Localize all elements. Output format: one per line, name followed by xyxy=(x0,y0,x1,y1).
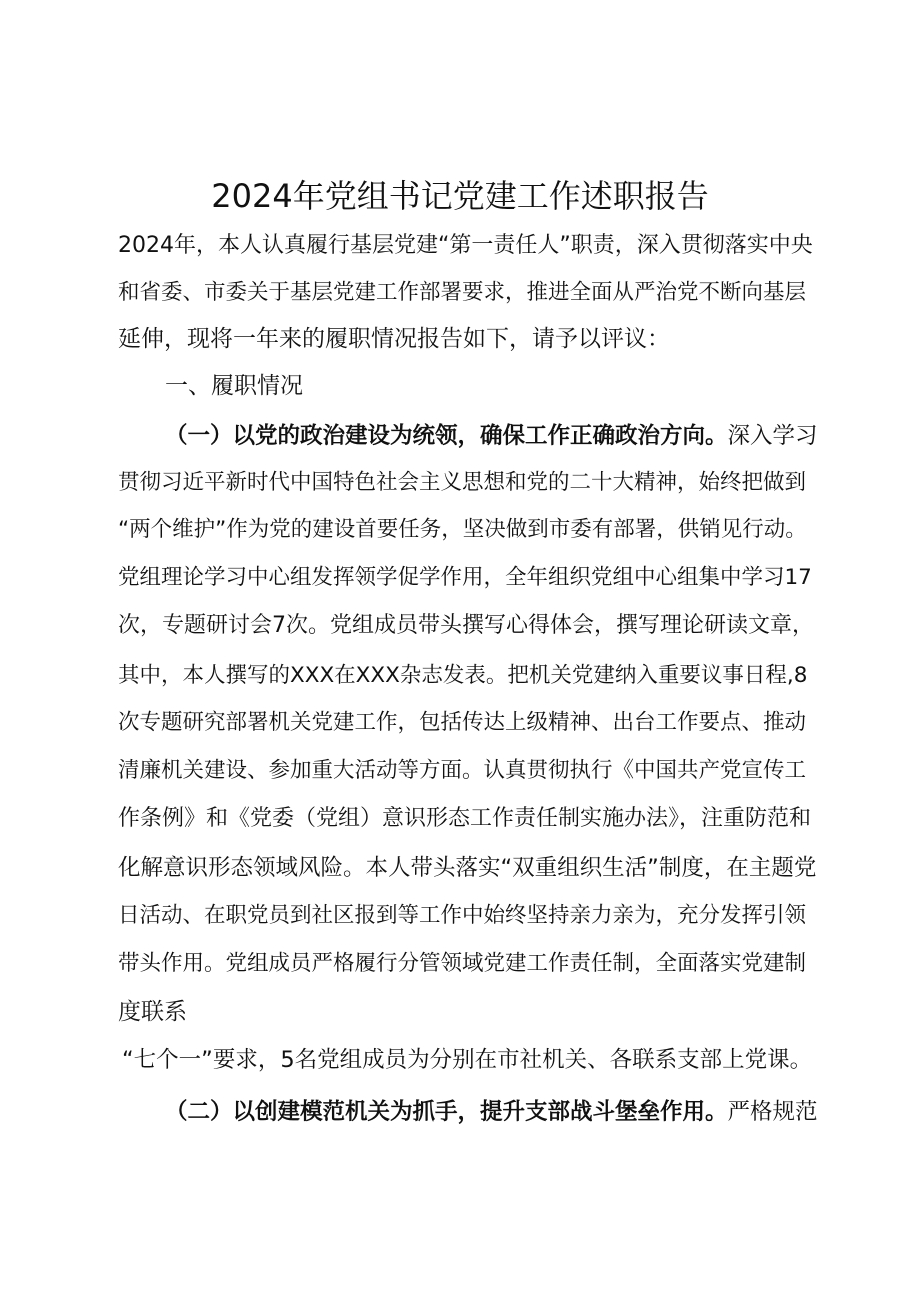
body-line: 延伸，现将一年来的履职情况报告如下，请予以评议： xyxy=(118,326,670,352)
body-line: 作条例》和《党委（党组）意识形态工作责任制实施办法》，注重防范和 xyxy=(118,806,812,831)
body-line: 清廉机关建设、参加重大活动等方面。认真贯彻执行《中国共产党宣传工 xyxy=(118,758,807,783)
body-line: 其中，本人撰写的XXX在XXX杂志发表。把机关党建纳入重要议事日程,8 xyxy=(118,663,808,688)
document-title: 2024年党组书记党建工作述职报告 xyxy=(211,177,709,215)
body-line: 度联系 xyxy=(118,999,187,1025)
paragraph-1-lead-text: 深入学习 xyxy=(727,423,818,449)
body-line: 和省委、市委关于基层党建工作部署要求，推进全面从严治党不断向基层 xyxy=(118,280,807,305)
body-line: 带头作用。党组成员严格履行分管领域党建工作责任制，全面落实党建制 xyxy=(118,951,807,976)
body-line: “两个维护”作为党的建设首要任务，坚决做到市委有部署，供销见行动。 xyxy=(118,517,807,542)
body-line: 次，专题研讨会7次。党组成员带头撰写心得体会，撰写理论研读文章， xyxy=(118,613,814,638)
paragraph-2-lead-text: 严格规范 xyxy=(727,1099,818,1125)
paragraph-1-heading: （一）以党的政治建设为统领，确保工作正确政治方向。 xyxy=(165,423,728,449)
section-heading: 一、履职情况 xyxy=(165,373,303,399)
body-line: 贯彻习近平新时代中国特色社会主义思想和党的二十大精神，始终把做到 xyxy=(118,470,807,495)
paragraph-2-heading: （二）以创建模范机关为抓手，提升支部战斗堡垒作用。 xyxy=(165,1099,728,1125)
body-line: 2024年，本人认真履行基层党建“第一责任人”职责，深入贯彻落实中央 xyxy=(118,233,813,258)
paragraph-1-lead xyxy=(165,416,818,456)
body-line: “七个一”要求，5名党组成员为分别在市社机关、各联系支部上党课。 xyxy=(122,1047,813,1073)
body-line: 化解意识形态领域风险。本人带头落实“双重组织生活”制度，在主题党 xyxy=(118,855,817,881)
body-line: 日活动、在职党员到社区报到等工作中始终坚持亲力亲为，充分发挥引领 xyxy=(118,903,807,928)
body-line: 党组理论学习中心组发挥领学促学作用，全年组织党组中心组集中学习17 xyxy=(118,565,812,590)
paragraph-2-lead xyxy=(165,1092,818,1132)
body-line: 次专题研究部署机关党建工作，包括传达上级精神、出台工作要点、推动 xyxy=(118,710,807,735)
